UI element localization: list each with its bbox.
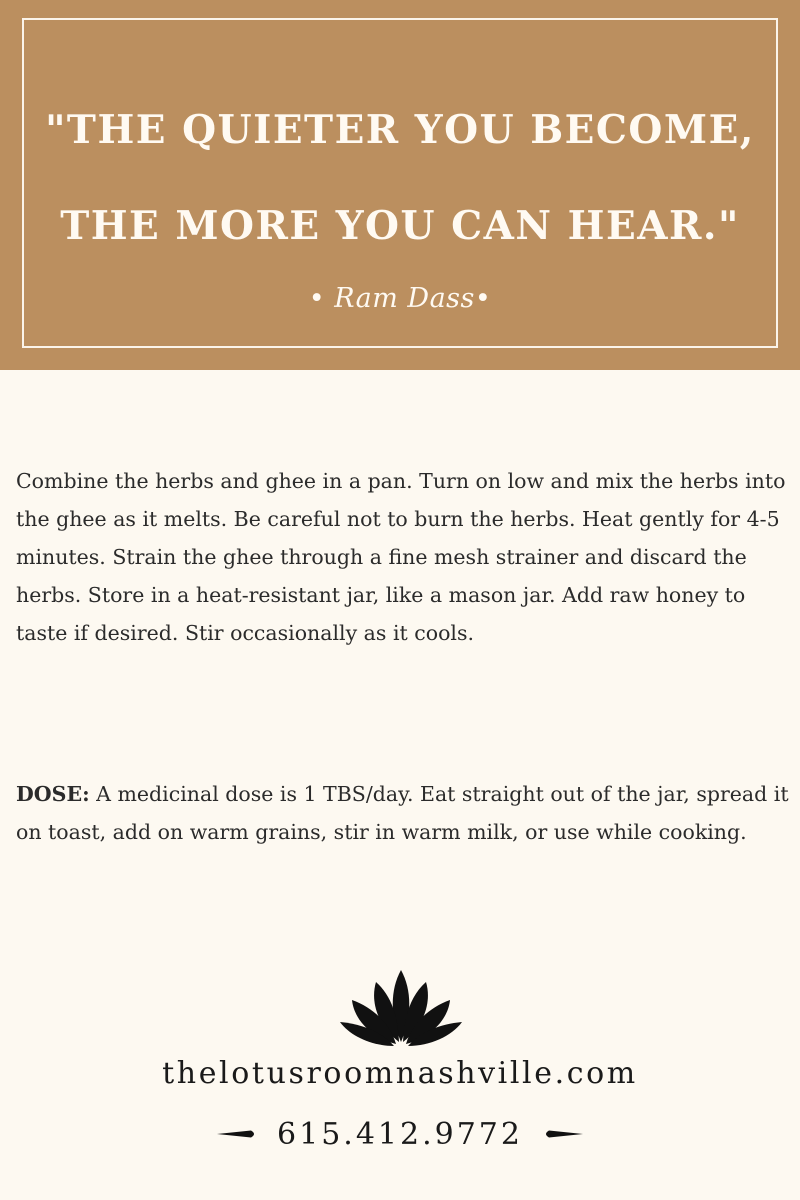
instructions-text: Combine the herbs and ghee in a pan. Turn on low and mix the herbs into the ghee as it melts. Be careful not to burn the herbs. Heat gently for 4-5 minutes. Strain the ghee through a fine mesh strainer and discard the herbs. Store in a heat-resistant jar, like a mason jar. Add raw honey to taste if desired. Stir occasionally as it cools. bbox=[16, 469, 786, 645]
dose-text: A medicinal dose is 1 TBS/day. Eat straight out of the jar, spread it on toast, add on warm grains, stir in warm milk, or use while cooking. bbox=[16, 782, 789, 844]
quote-attribution: • Ram Dass• bbox=[308, 283, 492, 314]
phone-number: 615.412.9772 bbox=[277, 1116, 523, 1152]
quote-line-2: THE MORE YOU CAN HEAR." bbox=[60, 203, 740, 249]
quote bbox=[0, 82, 800, 274]
dose-paragraph bbox=[16, 775, 791, 851]
website: thelotusroomnashville.com bbox=[162, 1056, 638, 1091]
phone-row bbox=[0, 1112, 800, 1156]
quote-banner bbox=[0, 0, 800, 370]
dose-label: DOSE: bbox=[16, 782, 90, 806]
right-dash-ornament bbox=[543, 1129, 583, 1139]
instructions-paragraph bbox=[16, 462, 791, 652]
quote-line-1: "THE QUIETER YOU BECOME, bbox=[45, 107, 755, 153]
lotus-icon bbox=[336, 968, 466, 1048]
left-dash-ornament bbox=[217, 1129, 257, 1139]
